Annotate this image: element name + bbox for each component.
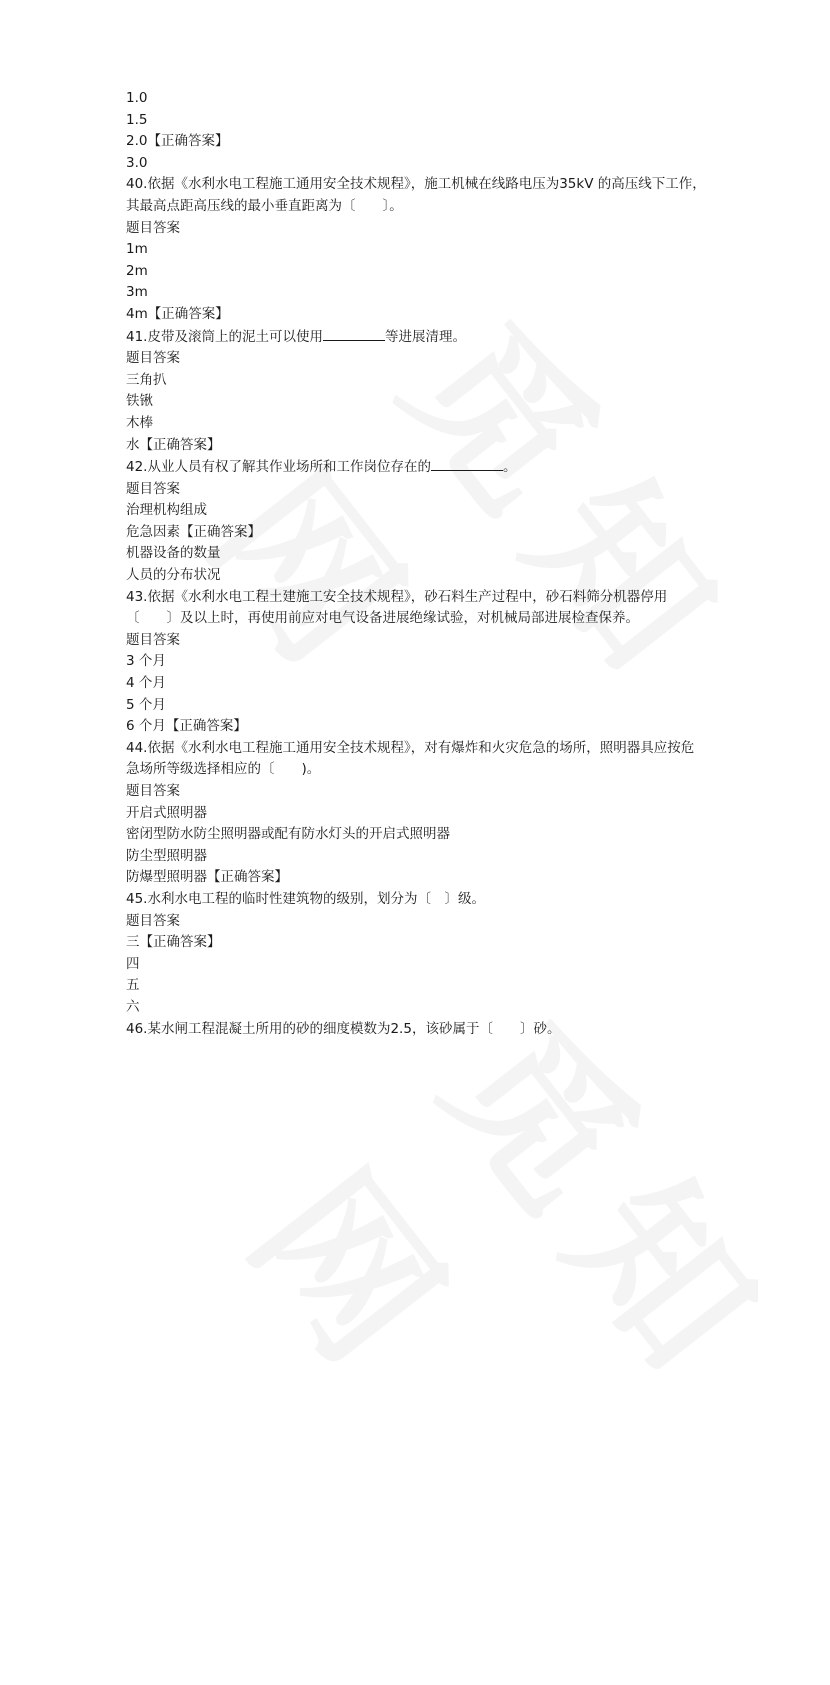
option-line: 6 个月【正确答案】 xyxy=(126,718,247,735)
option-line: 六 xyxy=(126,998,140,1015)
option-line: 铁锹 xyxy=(126,393,153,410)
question-text: 等进展清理。 xyxy=(384,328,466,345)
option-line: 防爆型照明器【正确答案】 xyxy=(126,869,288,886)
question-46: 46.某水闸工程混凝土所用的砂的细度模数为2.5，该砂属于〔 〕砂。 xyxy=(126,1020,561,1037)
option-line: 木棒 xyxy=(126,414,153,431)
answer-heading: 题目答案 xyxy=(126,480,180,497)
fill-blank xyxy=(431,456,503,471)
option-line: 5 个月 xyxy=(126,696,166,713)
option-line: 三角扒 xyxy=(126,371,167,388)
question-list xyxy=(126,88,706,1040)
question-42 xyxy=(126,456,706,479)
answer-heading: 题目答案 xyxy=(126,350,180,367)
option-line: 1.0 xyxy=(126,90,148,106)
option-line: 密闭型防水防尘照明器或配有防水灯头的开启式照明器 xyxy=(126,826,450,843)
option-line: 3 个月 xyxy=(126,653,166,670)
option-line: 机器设备的数量 xyxy=(126,545,221,562)
option-line: 4m【正确答案】 xyxy=(126,305,229,322)
answer-heading: 题目答案 xyxy=(126,912,180,929)
question-41 xyxy=(126,326,706,349)
option-line: 开启式照明器 xyxy=(126,804,207,821)
option-line: 五 xyxy=(126,977,140,994)
question-text: 42.从业人员有权了解其作业场所和工作岗位存在的 xyxy=(126,459,431,476)
question-40: 40.依据《水利水电工程施工通用安全技术规程》，施工机械在线路电压为35kV 的高压线下工作，其最高点距高压线的最小垂直距离为〔 〕。 xyxy=(126,176,706,214)
option-line: 1m xyxy=(126,241,148,258)
option-line: 2m xyxy=(126,262,148,279)
option-line: 1.5 xyxy=(126,111,148,128)
question-44: 44.依据《水利水电工程施工通用安全技术规程》，对有爆炸和火灾危急的场所，照明器具应按危急场所等级选择相应的〔 )。 xyxy=(126,739,695,778)
option-line: 危急因素【正确答案】 xyxy=(126,523,261,540)
option-line: 3.0 xyxy=(126,154,148,171)
option-line: 4 个月 xyxy=(126,675,166,692)
answer-heading: 题目答案 xyxy=(126,631,180,648)
option-line: 2.0【正确答案】 xyxy=(126,133,229,150)
option-line: 四 xyxy=(126,955,140,972)
watermark xyxy=(209,965,830,1684)
answer-heading: 题目答案 xyxy=(126,219,180,236)
question-text: 41.皮带及滚筒上的泥土可以使用 xyxy=(126,328,323,345)
question-45: 45.水利水电工程的临时性建筑物的级别，划分为〔 〕级。 xyxy=(126,890,485,907)
answer-heading: 题目答案 xyxy=(126,783,180,799)
option-line: 3m xyxy=(126,284,148,301)
fill-blank xyxy=(323,326,385,341)
option-line: 防尘型照明器 xyxy=(126,847,207,864)
option-line: 三【正确答案】 xyxy=(126,934,221,951)
option-line: 人员的分布状况 xyxy=(126,567,221,584)
question-text: 。 xyxy=(502,459,517,476)
option-line: 治理机构组成 xyxy=(126,502,207,519)
question-43: 43.依据《水利水电工程土建施工安全技术规程》，砂石料生产过程中，砂石料筛分机器停用〔 〕及以上时，再使用前应对电气设备进展绝缘试验，对机械局部进展检查保养。 xyxy=(126,588,668,627)
option-line: 水【正确答案】 xyxy=(126,436,221,453)
